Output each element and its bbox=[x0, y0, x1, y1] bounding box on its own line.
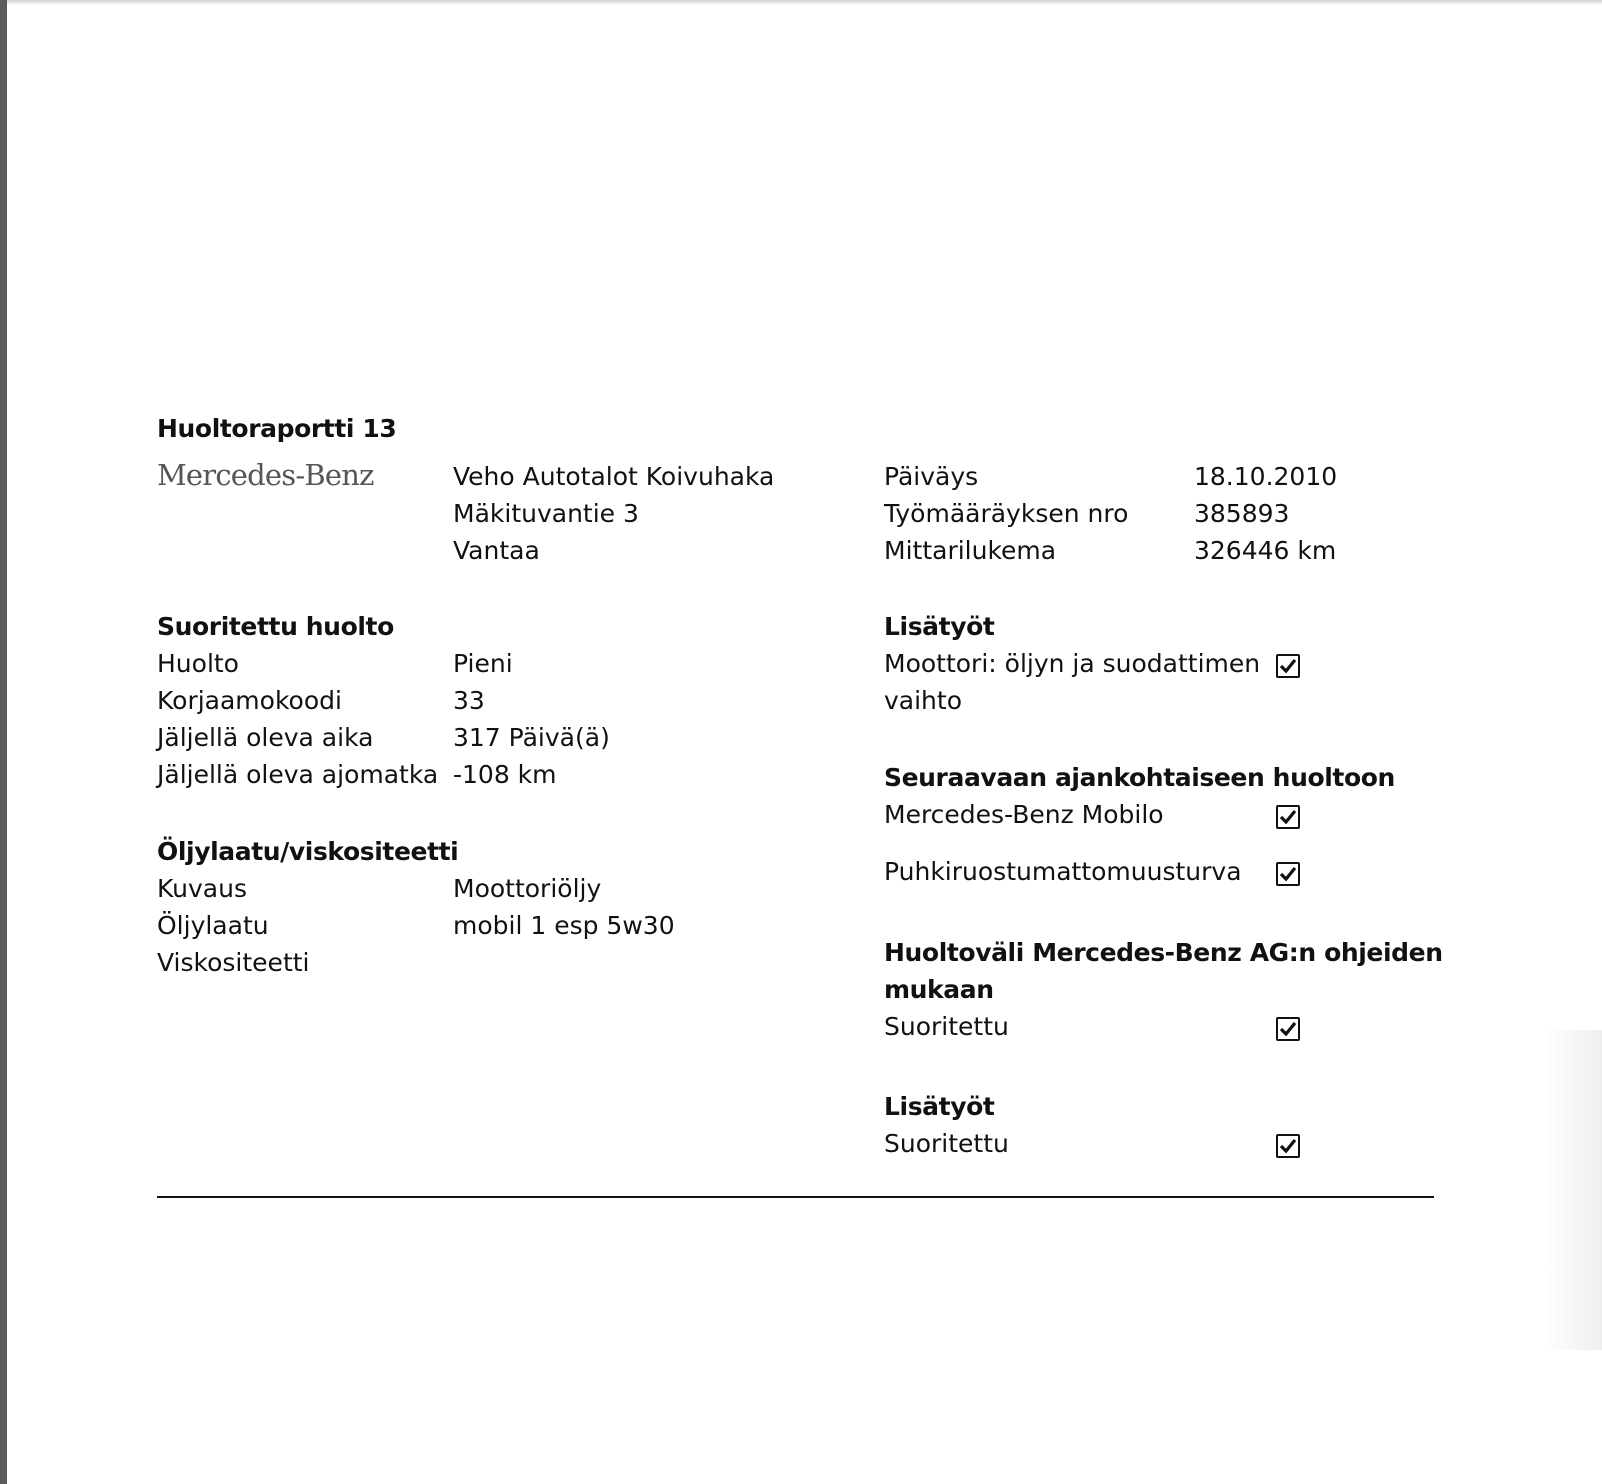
dealer-name: Veho Autotalot Koivuhaka bbox=[453, 462, 775, 491]
bottom-divider bbox=[157, 1196, 1434, 1198]
viewer-left-edge bbox=[0, 0, 7, 1484]
mobilo-checkbox[interactable] bbox=[1276, 805, 1300, 829]
check-icon bbox=[1279, 1137, 1297, 1155]
extra-work-heading: Lisätyöt bbox=[884, 612, 995, 641]
oil-heading: Öljylaatu/viskositeetti bbox=[157, 837, 459, 866]
extra-work-2-item-label: Suoritettu bbox=[884, 1129, 1009, 1158]
service-row-value: -108 km bbox=[453, 760, 557, 789]
service-row-label: Jäljellä oleva ajomatka bbox=[157, 760, 439, 789]
extra-work-item-line2: vaihto bbox=[884, 686, 963, 715]
service-row-label: Korjaamokoodi bbox=[157, 686, 342, 715]
extra-work-2-heading: Lisätyöt bbox=[884, 1092, 995, 1121]
viewer-right-shadow bbox=[1542, 1030, 1602, 1350]
info-odometer-label: Mittarilukema bbox=[884, 536, 1057, 565]
oil-row-label: Viskositeetti bbox=[157, 948, 310, 977]
info-work-order-label: Työmääräyksen nro bbox=[884, 499, 1129, 528]
interval-heading-line1: Huoltoväli Mercedes-Benz AG:n ohjeiden bbox=[884, 938, 1443, 967]
service-row-value: 317 Päivä(ä) bbox=[453, 723, 610, 752]
mercedes-benz-logo: Mercedes-Benz bbox=[157, 458, 374, 492]
service-row-label: Huolto bbox=[157, 649, 239, 678]
dealer-city: Vantaa bbox=[453, 536, 540, 565]
oil-row-label: Kuvaus bbox=[157, 874, 247, 903]
info-odometer-value: 326446 km bbox=[1194, 536, 1337, 565]
next-service-item-label: Puhkiruostumattomuusturva bbox=[884, 857, 1242, 886]
extra-work-item-line1: Moottori: öljyn ja suodattimen bbox=[884, 649, 1261, 678]
report-title: Huoltoraportti 13 bbox=[157, 414, 397, 443]
check-icon bbox=[1279, 808, 1297, 826]
interval-item-label: Suoritettu bbox=[884, 1012, 1009, 1041]
info-work-order-value: 385893 bbox=[1194, 499, 1290, 528]
check-icon bbox=[1279, 865, 1297, 883]
service-row-value: 33 bbox=[453, 686, 485, 715]
check-icon bbox=[1279, 1020, 1297, 1038]
dealer-street: Mäkituvantie 3 bbox=[453, 499, 639, 528]
next-service-heading: Seuraavaan ajankohtaiseen huoltoon bbox=[884, 763, 1395, 792]
service-row-label: Jäljellä oleva aika bbox=[157, 723, 374, 752]
service-heading: Suoritettu huolto bbox=[157, 612, 394, 641]
rust-protection-checkbox[interactable] bbox=[1276, 862, 1300, 886]
interval-checkbox[interactable] bbox=[1276, 1017, 1300, 1041]
oil-row-label: Öljylaatu bbox=[157, 911, 269, 940]
service-row-value: Pieni bbox=[453, 649, 513, 678]
extra-work-checkbox[interactable] bbox=[1276, 654, 1300, 678]
info-date-value: 18.10.2010 bbox=[1194, 462, 1338, 491]
interval-heading-line2: mukaan bbox=[884, 975, 994, 1004]
check-icon bbox=[1279, 657, 1297, 675]
next-service-item-label: Mercedes-Benz Mobilo bbox=[884, 800, 1164, 829]
oil-row-value: mobil 1 esp 5w30 bbox=[453, 911, 675, 940]
oil-row-value: Moottoriöljy bbox=[453, 874, 602, 903]
viewer-top-shadow bbox=[7, 0, 1602, 5]
info-date-label: Päiväys bbox=[884, 462, 979, 491]
extra-work-2-checkbox[interactable] bbox=[1276, 1134, 1300, 1158]
